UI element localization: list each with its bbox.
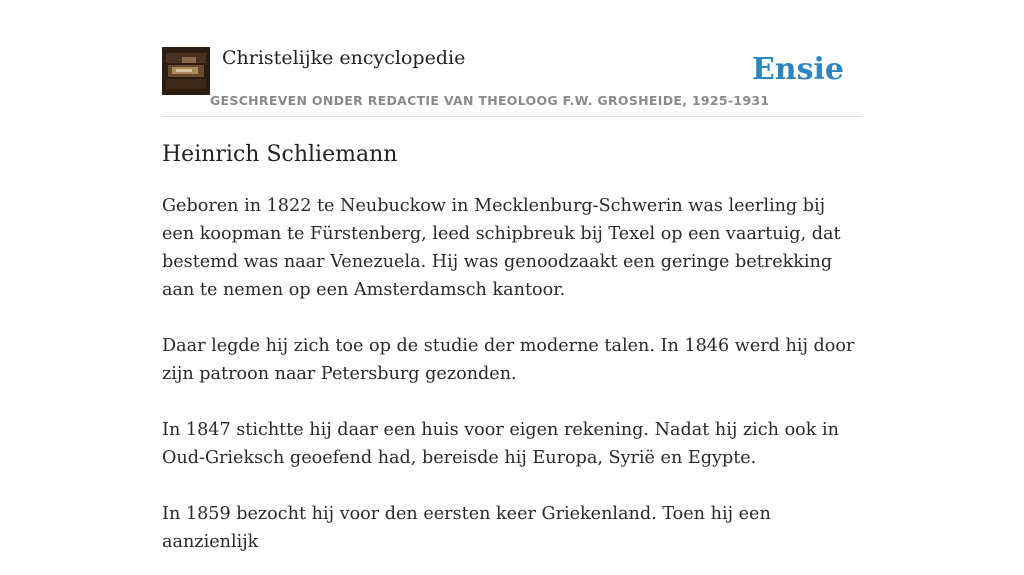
article-body (162, 192, 862, 575)
article-paragraph: In 1859 bezocht hij voor den eersten keer Griekenland. Toen hij een aanzienlijk (162, 504, 771, 552)
article-paragraph: Daar legde hij zich toe op de studie der moderne talen. In 1846 werd hij door zijn patroon naar Petersburg gezonden. (162, 336, 855, 384)
article-paragraph: Geboren in 1822 te Neubuckow in Mecklenburg-Schwerin was leerling bij een koopman te Fürstenberg, leed schipbreuk bij Texel op een vaartuig, dat bestemd was naar Venezuela. Hij was genoodzaakt een geringe betrekking aan te nemen op een Amsterdamsch kantoor. (162, 196, 841, 300)
brand-logo[interactable]: Ensie (751, 52, 844, 87)
article-title: Heinrich Schliemann (162, 142, 398, 167)
site-name[interactable]: Christelijke encyclopedie (222, 47, 466, 69)
site-tagline: GESCHREVEN ONDER REDACTIE VAN THEOLOOG F.W. GROSHEIDE, 1925-1931 (210, 93, 770, 108)
site-header (162, 46, 862, 117)
article-paragraph: In 1847 stichtte hij daar een huis voor eigen rekening. Nadat hij zich ook in Oud-Grieksch geoefend had, bereisde hij Europa, Syrië en Egypte. (162, 420, 839, 468)
site-logo-avatar[interactable] (162, 47, 210, 95)
